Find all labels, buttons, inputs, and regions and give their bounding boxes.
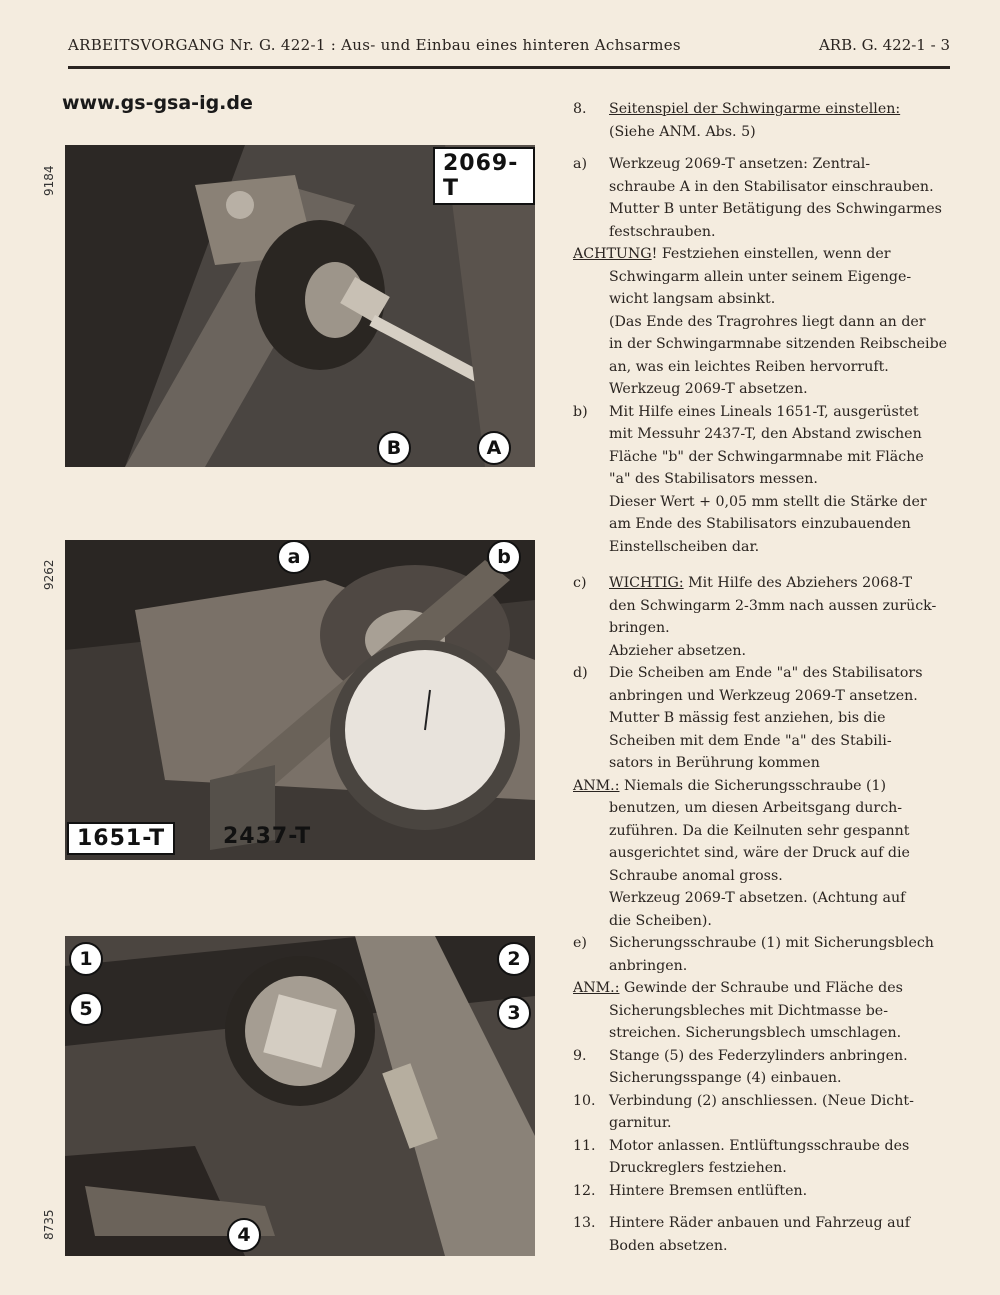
anm1-line: Niemals die Sicherungsschraube (1)	[619, 777, 887, 794]
step-9-line: Stange (5) des Federzylinders anbringen.	[609, 1047, 908, 1064]
callout-2: 2	[497, 942, 531, 976]
callout-face-a: a	[277, 540, 311, 574]
step-b	[573, 401, 968, 559]
photo-id-2: 9262	[42, 559, 56, 590]
step-10-mark: 10.	[573, 1092, 596, 1109]
anm-note-1	[573, 775, 968, 933]
step-d	[573, 662, 968, 775]
step-8	[573, 98, 968, 143]
step-11	[573, 1135, 968, 1180]
step-13	[573, 1212, 968, 1257]
header-ref: ARB. G. 422-1 - 3	[818, 36, 950, 54]
anm-note-2	[573, 977, 968, 1045]
step-d-line: Die Scheiben am Ende "a" des Stabilisators	[609, 665, 923, 681]
step-b-line: Mit Hilfe eines Lineals 1651-T, ausgerüstet	[609, 403, 919, 420]
achtung-note	[573, 243, 968, 401]
step-b-line: Dieser Wert + 0,05 mm stellt die Stärke der	[609, 493, 927, 510]
step-11-line: Motor anlassen. Entlüftungsschraube des	[609, 1137, 910, 1154]
photo-3	[65, 936, 535, 1256]
anm1-line: Schraube anomal gross.	[609, 867, 783, 884]
step-12	[573, 1180, 968, 1203]
achtung-line: wicht langsam absinkt.	[609, 291, 776, 307]
photo-id-1: 9184	[42, 165, 56, 196]
website-watermark: www.gs-gsa-ig.de	[62, 92, 253, 114]
step-e-line: Sicherungsschraube (1) mit Sicherungsblech	[609, 935, 934, 951]
step-c-line: Abzieher absetzen.	[609, 642, 746, 659]
step-10	[573, 1090, 968, 1135]
step-a-mark: a)	[573, 156, 587, 172]
step-d-line: anbringen und Werkzeug 2069-T ansetzen.	[609, 687, 918, 704]
step-11-line: Druckreglers festziehen.	[609, 1160, 787, 1176]
step-d-line: sators in Berührung kommen	[609, 755, 820, 771]
step-a-line: Mutter B unter Betätigung des Schwingarmes	[609, 201, 942, 217]
callout-4: 4	[227, 1218, 261, 1252]
anm-label-1: ANM.:	[573, 777, 620, 794]
photo-2	[65, 540, 535, 860]
step-a-line: Werkzeug 2069-T ansetzen: Zentral-	[609, 156, 871, 172]
achtung-line: ! Festziehen einstellen, wenn der	[651, 246, 891, 262]
step-a	[573, 153, 968, 243]
step-8-number: 8.	[573, 101, 587, 117]
callout-a: A	[477, 431, 511, 465]
page-header	[68, 32, 950, 72]
callout-5: 5	[69, 992, 103, 1026]
achtung-line: Schwingarm allein unter seinem Eigenge-	[609, 268, 912, 285]
callout-b: B	[377, 431, 411, 465]
step-b-line: Einstellscheiben dar.	[609, 538, 760, 555]
step-c-line: bringen.	[609, 620, 670, 636]
anm2-line: streichen. Sicherungsblech umschlagen.	[609, 1025, 902, 1041]
step-c-line: Mit Hilfe des Abziehers 2068-T	[683, 575, 912, 591]
step-d-line: Mutter B mässig fest anziehen, bis die	[609, 710, 886, 726]
callout-1: 1	[69, 942, 103, 976]
instructions	[573, 98, 968, 1257]
step-e	[573, 932, 968, 977]
step-b-line: mit Messuhr 2437-T, den Abstand zwischen	[609, 426, 922, 442]
achtung-line: Werkzeug 2069-T absetzen.	[609, 381, 808, 397]
header-title: ARBEITSVORGANG Nr. G. 422-1 : Aus- und Einbau eines hinteren Achsarmes	[68, 36, 681, 54]
achtung-line: in der Schwingarmnabe sitzenden Reibscheibe	[609, 336, 948, 352]
step-b-mark: b)	[573, 403, 588, 420]
anm1-line: benutzen, um diesen Arbeitsgang durch-	[609, 800, 903, 816]
step-8-title: Seitenspiel der Schwingarme einstellen:	[609, 101, 901, 117]
step-d-mark: d)	[573, 665, 588, 681]
step-13-line: Hintere Räder anbauen und Fahrzeug auf	[609, 1215, 910, 1231]
achtung-line: (Das Ende des Tragrohres liegt dann an der	[609, 313, 926, 330]
header-rule	[68, 66, 950, 69]
step-9	[573, 1045, 968, 1090]
step-b-line: Fläche "b" der Schwingarmnabe mit Fläche	[609, 448, 924, 465]
step-8-sub: (Siehe ANM. Abs. 5)	[609, 123, 756, 140]
step-12-line: Hintere Bremsen entlüften.	[609, 1182, 808, 1199]
anm2-line: Gewinde der Schraube und Fläche des	[619, 980, 903, 996]
photo-1	[65, 145, 535, 467]
step-b-line: "a" des Stabilisators messen.	[609, 471, 818, 487]
step-13-mark: 13.	[573, 1215, 596, 1231]
achtung-line: an, was ein leichtes Reiben hervorruft.	[609, 358, 889, 375]
step-a-line: festschrauben.	[609, 223, 716, 240]
step-b-line: am Ende des Stabilisators einzubauenden	[609, 516, 911, 532]
anm2-line: Sicherungsbleches mit Dichtmasse be-	[609, 1002, 888, 1019]
anm1-line: die Scheiben).	[609, 912, 712, 929]
photo-3-illustration	[65, 936, 535, 1256]
step-11-mark: 11.	[573, 1137, 596, 1154]
step-d-line: Scheiben mit dem Ende "a" des Stabili-	[609, 732, 892, 749]
photo-2-illustration	[65, 540, 535, 860]
step-10-line: Verbindung (2) anschliessen. (Neue Dicht-	[609, 1092, 914, 1109]
step-12-mark: 12.	[573, 1182, 596, 1199]
wichtig-label: WICHTIG:	[609, 575, 684, 591]
callout-ruler-1651t: 1651-T	[67, 822, 175, 855]
callout-gauge-2437t: 2437-T	[223, 824, 312, 849]
callout-3: 3	[497, 996, 531, 1030]
step-9-mark: 9.	[573, 1047, 587, 1064]
photo-id-3: 8735	[42, 1209, 56, 1240]
anm1-line: zuführen. Da die Keilnuten sehr gespannt	[609, 822, 910, 839]
step-e-mark: e)	[573, 935, 587, 951]
step-c-line: den Schwingarm 2-3mm nach aussen zurück-	[609, 597, 937, 614]
anm-label-2: ANM.:	[573, 980, 620, 996]
achtung-label: ACHTUNG	[573, 246, 652, 262]
step-c	[573, 572, 968, 662]
callout-tool-2069t: 2069-T	[433, 147, 535, 205]
callout-face-b: b	[487, 540, 521, 574]
anm1-line: Werkzeug 2069-T absetzen. (Achtung auf	[609, 890, 906, 906]
step-13-line: Boden absetzen.	[609, 1237, 728, 1254]
step-a-line: schraube A in den Stabilisator einschrauben.	[609, 178, 934, 195]
step-9-line: Sicherungsspange (4) einbauen.	[609, 1070, 842, 1086]
anm1-line: ausgerichtet sind, wäre der Druck auf die	[609, 845, 910, 861]
step-e-line: anbringen.	[609, 957, 688, 974]
step-c-mark: c)	[573, 575, 587, 591]
step-10-line: garnitur.	[609, 1115, 672, 1131]
